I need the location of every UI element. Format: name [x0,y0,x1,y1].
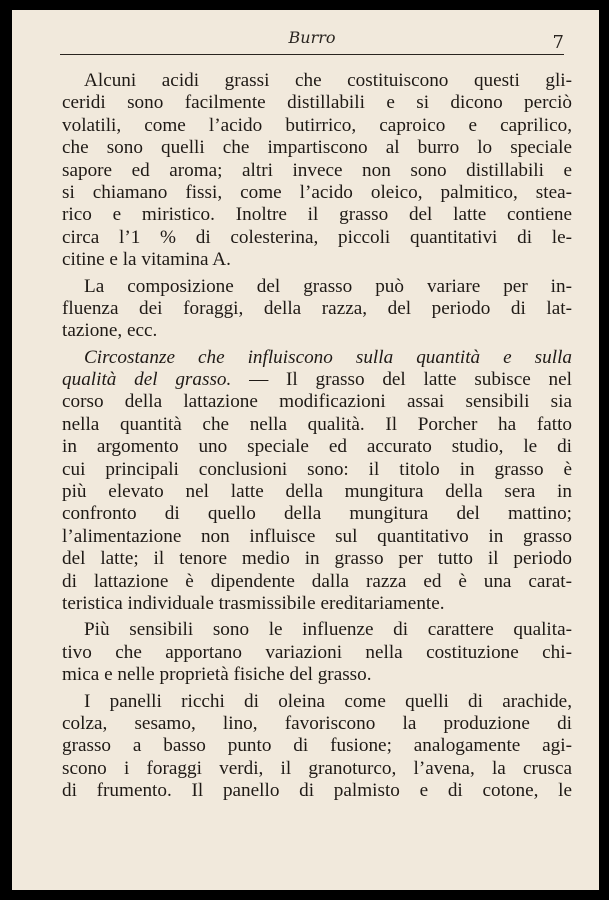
text-line: in argomento uno speciale ed accurato studio, le di [62,436,572,458]
text-line: fluenza dei foraggi, della razza, del periodo di lat- [62,297,572,319]
text-line: del latte; il tenore medio in grasso per tutto il periodo [62,548,572,570]
text-line: colza, sesamo, lino, favoriscono la produzione di [62,712,572,734]
text-line: sapore ed aroma; altri invece non sono distillabili e [62,159,572,181]
paragraph-5 [62,691,572,803]
paragraph-3 [62,347,572,616]
text-line: di frumento. Il panello di palmisto e di cotone, le [62,780,572,802]
text-line: si chiamano fissi, come l’acido oleico, palmitico, stea- [62,181,572,203]
text-line: rico e miristico. Inoltre il grasso del latte contiene [62,204,572,226]
page-number: 7 [552,32,564,53]
text-line: Più sensibili sono le influenze di carattere qualita- [84,619,572,641]
text-line: teristica individuale trasmissibile ereditariamente. [62,592,445,614]
text-line: ceridi sono facilmente distillabili e si dicono perciò [62,92,572,114]
page-header [60,28,564,55]
text-line: citine e la vitamina A. [62,249,231,271]
text-span: — Il grasso del latte subisce nel [231,369,573,391]
text-line: La composizione del grasso può variare per in- [84,275,572,297]
running-title: Burro [288,28,336,47]
text-line: confronto di quello della mungitura del mattino; [62,503,572,525]
paragraph-1 [62,70,572,272]
text-line: I panelli ricchi di oleina come quelli di arachide, [84,690,572,712]
text-line: corso della lattazione modificazioni assai sensibili sia [62,391,572,413]
body-text [62,70,572,803]
text-line: l’alimentazione non influisce sul quantitativo in grasso [62,525,572,547]
text-line: mica e nelle proprietà fisiche del grasso. [62,664,372,686]
text-line: Alcuni acidi grassi che costituiscono questi gli- [84,70,572,91]
section-title-line: Circostanze che influiscono sulla quantità e sulla [84,346,572,368]
text-line: di lattazione è dipendente dalla razza ed è una carat- [62,570,572,592]
section-title-end: qualità del grasso. [62,369,232,391]
text-line: tazione, ecc. [62,320,158,342]
text-line: scono i foraggi verdi, il granoturco, l’avena, la crusca [62,757,572,779]
text-line: grasso a basso punto di fusione; analogamente agi- [62,735,572,757]
paragraph-2 [62,276,572,343]
paragraph-4 [62,619,572,686]
text-line: più elevato nel latte della mungitura della sera in [62,481,572,503]
text-line [62,369,572,391]
text-line: tivo che apportano variazioni nella costituzione chi- [62,641,572,663]
book-page [12,10,599,890]
text-line: nella quantità che nella qualità. Il Porcher ha fatto [62,413,572,435]
text-line: che sono quelli che impartiscono al burro lo speciale [62,137,572,159]
text-line: cui principali conclusioni sono: il titolo in grasso è [62,458,572,480]
text-line: circa l’1 % di colesterina, piccoli quantitativi di le- [62,226,572,248]
text-line: volatili, come l’acido butirrico, caproico e caprilico, [62,114,572,136]
